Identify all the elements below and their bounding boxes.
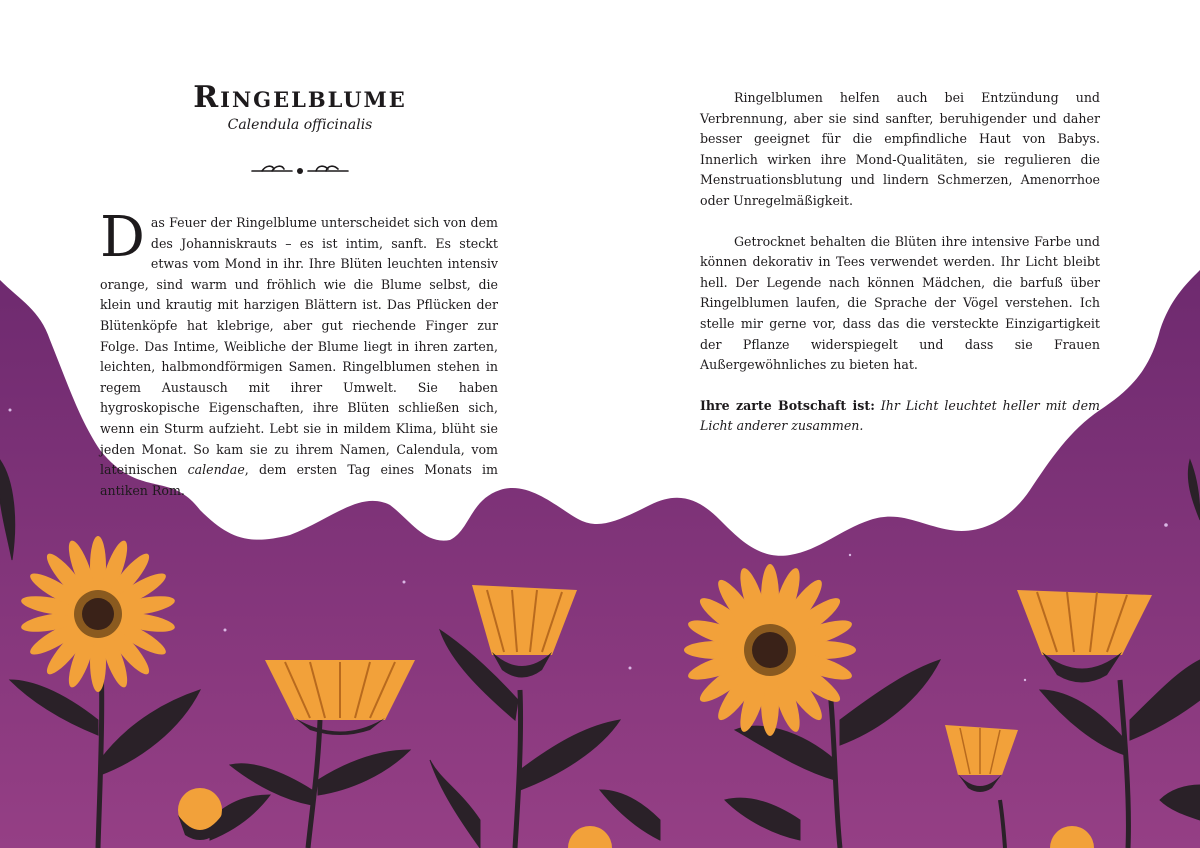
left-column-text xyxy=(100,205,498,501)
paragraph-2: Getrocknet behalten die Blüten ihre intensive Farbe und können dekorativ in Tees verwendet werden. Ihr Licht bleibt hell. Der Legende nach können Mädchen, die barfuß über Ringelblumen laufen, die Sprache der Vögel verstehen. Ich stelle mir gerne vor, dass das die versteckte Einzigartigkeit der Pflanze widerspiegelt und dass sie Frauen Außergewöhnliches zu bieten hat. xyxy=(700,233,1100,373)
paragraph-1: Ringelblumen helfen auch bei Entzündung und Verbrennung, aber sie sind sanfter, beruhigender und daher besser geeignet für die empfindliche Haut von Babys. Innerlich wirken ihre Mond-Qualitäten, sie regulieren die Menstruationsblutung und lindern Schmerzen, Amenorrhoe oder Unregelmäßigkeit. xyxy=(700,90,1100,208)
message-text: Ihr Licht leuchtet heller mit dem Licht anderer zusammen. xyxy=(700,397,1100,434)
body-text-end: , dem ersten Tag eines Monats im antiken Rom. xyxy=(100,462,498,498)
floral-divider-icon xyxy=(248,160,352,182)
message-label: Ihre zarte Botschaft ist: xyxy=(700,397,875,413)
message-paragraph xyxy=(700,396,1100,437)
body-italic-word: calendae xyxy=(187,462,245,478)
right-column-text xyxy=(700,88,1100,437)
page-title: Ringelblume xyxy=(193,80,407,115)
botanical-name: Calendula officinalis xyxy=(227,117,373,133)
drop-cap: D xyxy=(100,205,145,270)
body-text: as Feuer der Ringelblume unterscheidet sich von dem des Johanniskrauts – es ist intim, sanft. Es steckt etwas vom Mond in ihr. Ihre Blüten leuchten intensiv orange, sind warm und fröhlich wie die Blume selbst, die klein und krautig mit harzigen Blättern ist. Das Pflücken der Blütenköpfe hat klebrige, aber gut riechende Finger zur Folge. Das Intime, Weibliche der Blume liegt in ihren zarten, leichten, halbmondförmigen Samen. Ringelblumen stehen in regem Austausch mit ihrer Umwelt. Sie haben hygroskopische Eigenschaften, ihre Blüten schließen sich, wenn ein Sturm aufzieht. Lebt sie in mildem Klima, blüht sie jeden Monat. So kam sie zu ihrem Namen, Calendula, vom lateinischen xyxy=(100,215,498,478)
